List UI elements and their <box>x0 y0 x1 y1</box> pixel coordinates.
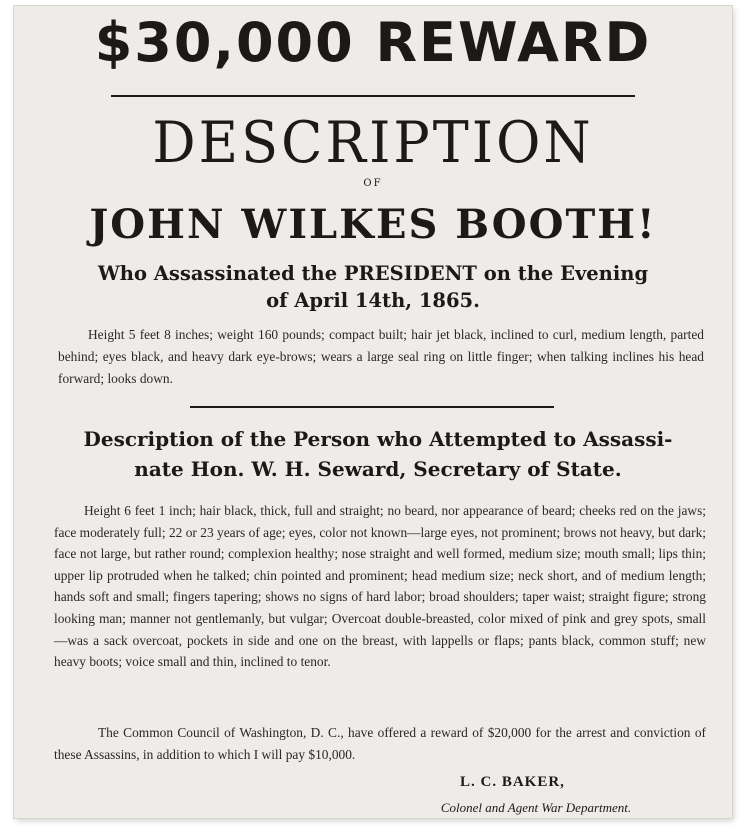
of-label: OF <box>363 178 383 189</box>
reward-notice: The Common Council of Washington, D. C., have offered a reward of $20,000 for the arrest and conviction of these Assassins, in addition to which I will pay $10,000. <box>54 725 706 762</box>
subtitle-line-1: Who Assassinated the PRESIDENT on the Evening <box>97 262 649 285</box>
signature-title: Colonel and Agent War Department. <box>440 800 632 815</box>
seward-attacker-description: Height 6 feet 1 inch; hair black, thick, full and straight; no beard, nor appearance of beard; cheeks red on the jaws; face moderately full; 22 or 23 years of age; eyes, color not known—large eyes, not prominent; brows not heavy, but dark; face not large, but rather round; complexion healthy; nose straight and well formed, medium size; mouth small; lips thin; upper lip protruded when he talked; chin pointed and prominent; head medium size; neck short, and of medium length; hands soft and small; fingers tapering; shows no signs of hard labor; broad shoulders; taper waist; straight figure; strong looking man; manner not gentlemanly, but vulgar; Overcoat double-breasted, color mixed of pink and grey spots, small —was a sack overcoat, pockets in side and one on the breast, with lappells or flaps; pants black, common stuff; new heavy boots; voice small and thin, inclined to tenor. <box>54 503 706 670</box>
booth-description: Height 5 feet 8 inches; weight 160 pounds; compact built; hair jet black, inclined to curl, medium length, parted behind; eyes black, and heavy dark eye-brows; wears a large seal ring on little finger; when talking inclines his head forward; looks down. <box>58 327 704 386</box>
reward-headline: $30,000 REWARD <box>94 11 652 74</box>
middle-divider <box>190 406 554 408</box>
subtitle <box>14 260 732 314</box>
top-divider <box>111 95 635 97</box>
subtitle-line-2: of April 14th, 1865. <box>266 289 480 312</box>
seward-heading <box>54 424 702 484</box>
reward-poster <box>14 6 732 818</box>
seward-heading-line-1: Description of the Person who Attempted to Assassi- <box>83 427 673 451</box>
suspect-name: JOHN WILKES BOOTH! <box>89 201 657 248</box>
description-heading: DESCRIPTION <box>152 109 594 176</box>
signature-name: L. C. BAKER, <box>460 774 565 790</box>
seward-heading-line-2: nate Hon. W. H. Seward, Secretary of State. <box>134 457 622 481</box>
